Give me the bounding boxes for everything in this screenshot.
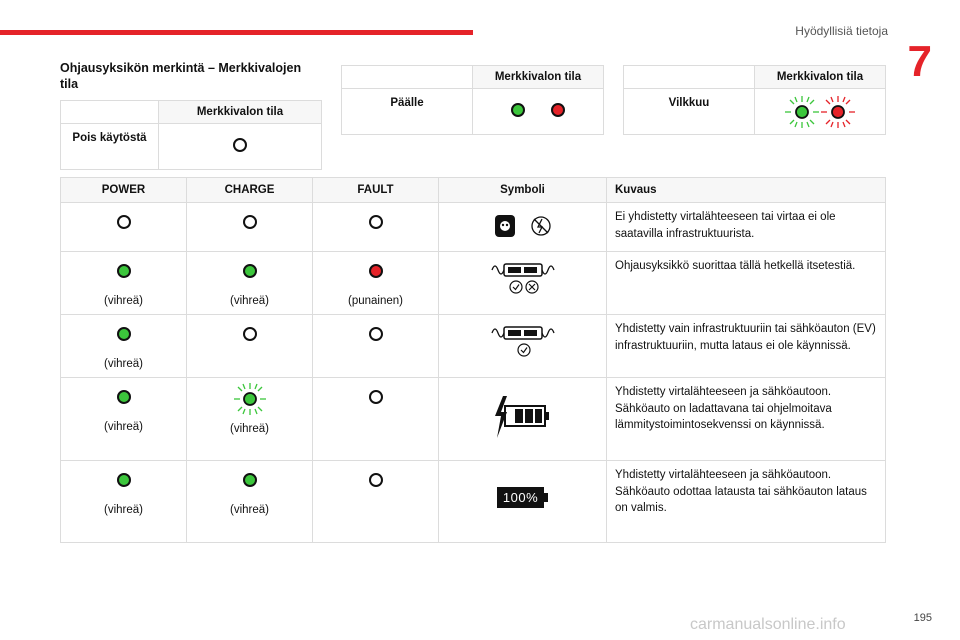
led-green-blink-icon [785, 96, 819, 128]
led-blinking-icons [780, 95, 860, 129]
led-green-icon [117, 327, 131, 341]
row-description: Yhdistetty vain infrastruktuuriin tai sähköauton (EV) infrastruktuuriin, mutta lataus ei ole käynnissä. [607, 315, 886, 378]
legend-label-on: Päälle [342, 89, 473, 135]
col-fault: FAULT [313, 178, 439, 203]
led-green-icon [117, 390, 131, 404]
led-green-icon [117, 264, 131, 278]
col-symbol: Symboli [439, 178, 607, 203]
row-description: Ohjausyksikkö suorittaa tällä hetkellä itsetestiä. [607, 252, 886, 315]
legend-header: Merkkivalon tila [473, 66, 604, 89]
legend-header: Merkkivalon tila [755, 66, 886, 89]
col-charge: CHARGE [187, 178, 313, 203]
led-off-icon [369, 327, 383, 341]
header-red-bar [0, 30, 473, 35]
led-green-icon [511, 103, 525, 117]
led-status-table [60, 177, 886, 543]
col-power: POWER [61, 178, 187, 203]
table-header-row [61, 178, 886, 203]
chapter-number: 7 [907, 37, 932, 86]
cable-check-fail-icon [488, 260, 558, 296]
page-number: 195 [913, 612, 932, 624]
led-red-icon [369, 264, 383, 278]
led-green-blink-icon [233, 382, 267, 416]
led-green-icon [117, 473, 131, 487]
table-row [61, 203, 886, 252]
watermark: carmanualsonline.info [690, 616, 846, 633]
table-row: (vihreä) (vihreä) Yhdistetty virtalähteeseen ja sähköautoon. Sähköauto on ladattavana tai ohjelmoitava lämmitystoimintosekvenssi on käynnissä. [61, 378, 886, 461]
led-green-icon [243, 473, 257, 487]
led-off-icon [233, 138, 247, 152]
plug-and-no-power-icon [493, 213, 553, 241]
led-off-icon [369, 390, 383, 404]
legend-label-blink: Vilkkuu [624, 89, 755, 135]
led-off-icon [117, 215, 131, 229]
led-green-icon [243, 264, 257, 278]
legend-table-off [60, 100, 322, 170]
section-header: Hyödyllisiä tietoja [795, 24, 888, 38]
legend-header: Merkkivalon tila [159, 101, 322, 124]
cable-check-icon [488, 323, 558, 359]
row-description: Ei yhdistetty virtalähteeseen tai virtaa ei ole saatavilla infrastruktuurista. [607, 203, 886, 252]
row-description: Yhdistetty virtalähteeseen ja sähköautoon. Sähköauto odottaa latausta tai sähköauton lataus on valmis. [607, 461, 886, 543]
led-off-icon [243, 215, 257, 229]
led-red-icon [551, 103, 565, 117]
led-off-icon [369, 215, 383, 229]
page-title: Ohjausyksikön merkintä – Merkkivalojen tila [60, 61, 302, 92]
table-row: (vihreä) (vihreä) 100% Yhdistetty virtalähteeseen ja sähköautoon. Sähköauto odottaa latausta tai sähköauton lataus on valmis. [61, 461, 886, 543]
battery-percentage: 100% [497, 487, 544, 508]
row-description: Yhdistetty virtalähteeseen ja sähköautoon. Sähköauto on ladattavana tai ohjelmoitava lämmitystoimintosekvenssi on käynnissä. [607, 378, 886, 461]
led-off-icon [243, 327, 257, 341]
battery-charging-icon [491, 394, 555, 440]
col-description: Kuvaus [607, 178, 886, 203]
legend-table-on [341, 65, 604, 135]
led-off-icon [369, 473, 383, 487]
battery-full-icon [497, 487, 548, 508]
legend-table-blink [623, 65, 886, 135]
led-red-blink-icon [821, 96, 855, 128]
table-row: (vihreä) (vihreä) (punainen) Ohjausyksikkö suorittaa tällä hetkellä itsetestiä. [61, 252, 886, 315]
legend-label-off: Pois käytöstä [61, 124, 159, 170]
table-row: (vihreä) Yhdistetty vain infrastruktuuriin tai sähköauton (EV) infrastruktuuriin, mutta lataus ei ole käynnissä. [61, 315, 886, 378]
